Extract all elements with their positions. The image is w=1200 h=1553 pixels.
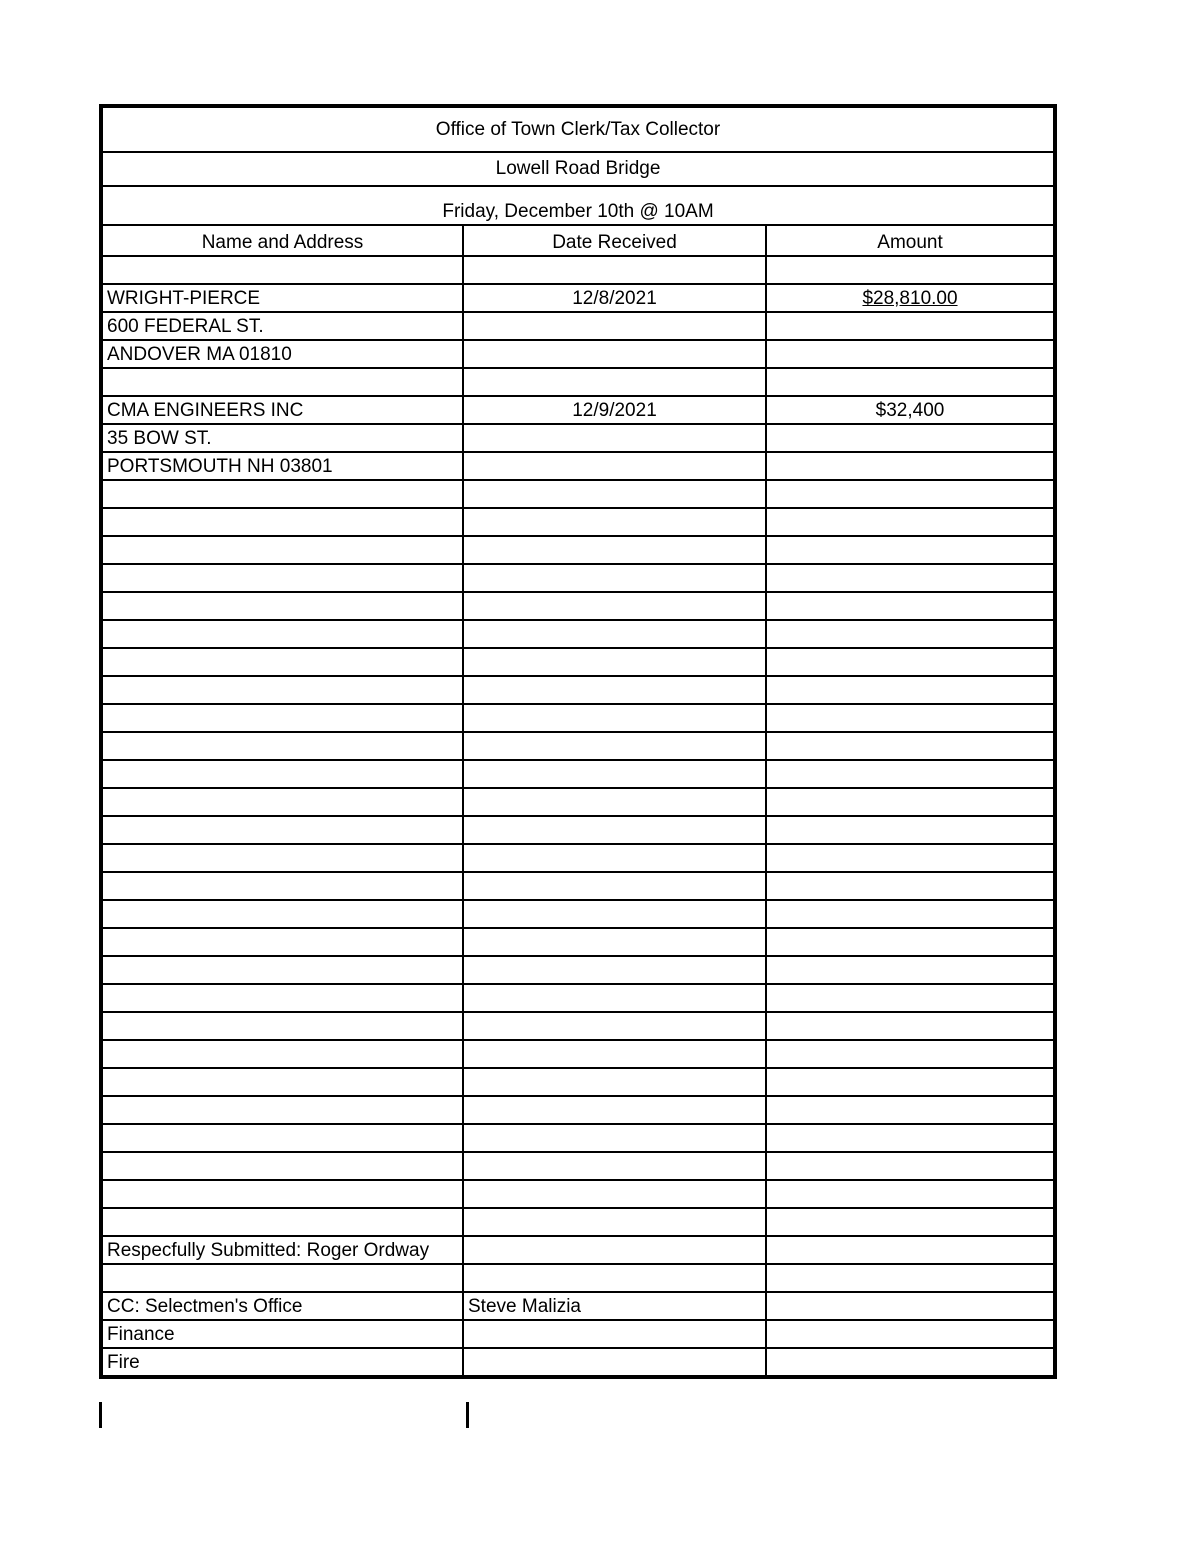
table-row bbox=[101, 872, 1055, 900]
table-row bbox=[101, 396, 1055, 424]
table-row bbox=[101, 508, 1055, 536]
bidder-name: CMA ENGINEERS INC bbox=[101, 396, 463, 424]
table-row bbox=[101, 648, 1055, 676]
bid-date: 12/8/2021 bbox=[463, 284, 766, 312]
bidder-name: WRIGHT-PIERCE bbox=[101, 284, 463, 312]
column-header-name: Name and Address bbox=[101, 225, 463, 256]
cc-fire: Fire bbox=[101, 1348, 463, 1377]
table-row bbox=[101, 1320, 1055, 1348]
table-row bbox=[101, 1208, 1055, 1236]
column-header-amount: Amount bbox=[766, 225, 1055, 256]
project-title: Lowell Road Bridge bbox=[101, 152, 1055, 186]
table-overflow-lines bbox=[99, 1402, 469, 1428]
table-row bbox=[101, 340, 1055, 368]
cc-finance: Finance bbox=[101, 1320, 463, 1348]
table-row bbox=[101, 984, 1055, 1012]
column-header-date: Date Received bbox=[463, 225, 766, 256]
table-row bbox=[101, 536, 1055, 564]
table-row bbox=[101, 928, 1055, 956]
table-row bbox=[101, 620, 1055, 648]
table-row bbox=[101, 1236, 1055, 1264]
table-row bbox=[101, 844, 1055, 872]
table-row bbox=[101, 1096, 1055, 1124]
table-row bbox=[101, 704, 1055, 732]
table-row bbox=[101, 816, 1055, 844]
table-row bbox=[101, 956, 1055, 984]
bid-amount: $28,810.00 bbox=[862, 288, 958, 309]
bidder-street: 600 FEDERAL ST. bbox=[101, 312, 463, 340]
table-row bbox=[101, 1292, 1055, 1320]
table-row bbox=[101, 1180, 1055, 1208]
table-row bbox=[101, 592, 1055, 620]
table-row bbox=[101, 424, 1055, 452]
table-row bbox=[101, 1264, 1055, 1292]
table-row bbox=[101, 760, 1055, 788]
table-row bbox=[101, 1068, 1055, 1096]
table-row bbox=[101, 284, 1055, 312]
table-row bbox=[101, 564, 1055, 592]
bid-results-table bbox=[99, 104, 1057, 1379]
table-row bbox=[101, 788, 1055, 816]
table-row bbox=[101, 256, 1055, 284]
table-row bbox=[101, 312, 1055, 340]
opening-date: Friday, December 10th @ 10AM bbox=[101, 186, 1055, 225]
table-row bbox=[101, 1124, 1055, 1152]
bid-amount: $32,400 bbox=[766, 396, 1055, 424]
table-row bbox=[101, 1040, 1055, 1068]
table-row bbox=[101, 452, 1055, 480]
cc-person: Steve Malizia bbox=[463, 1292, 766, 1320]
cc-line: CC: Selectmen's Office bbox=[101, 1292, 463, 1320]
table-row bbox=[101, 900, 1055, 928]
table-row bbox=[101, 732, 1055, 760]
bidder-city: PORTSMOUTH NH 03801 bbox=[101, 452, 463, 480]
table-row bbox=[101, 1348, 1055, 1377]
submitted-by: Respecfully Submitted: Roger Ordway bbox=[101, 1236, 463, 1264]
table-row bbox=[101, 480, 1055, 508]
office-title: Office of Town Clerk/Tax Collector bbox=[101, 106, 1055, 152]
table-row bbox=[101, 1152, 1055, 1180]
bidder-city: ANDOVER MA 01810 bbox=[101, 340, 463, 368]
table-row bbox=[101, 368, 1055, 396]
table-row bbox=[101, 1012, 1055, 1040]
bid-date: 12/9/2021 bbox=[463, 396, 766, 424]
table-row bbox=[101, 676, 1055, 704]
bidder-street: 35 BOW ST. bbox=[101, 424, 463, 452]
